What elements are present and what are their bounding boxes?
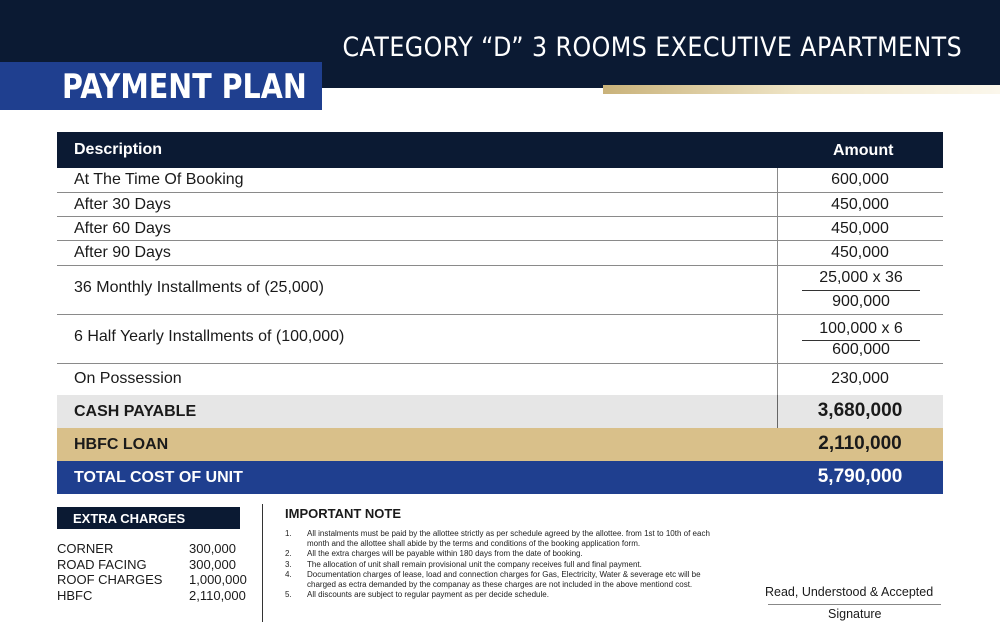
row-description: After 90 Days (74, 244, 171, 261)
fraction-line (802, 290, 920, 291)
row-description: On Possession (74, 370, 182, 387)
extra-charges-header (57, 507, 240, 529)
row-description: After 60 Days (74, 220, 171, 237)
installment-calculation: 100,000 x 6 (819, 320, 903, 337)
row-description: After 30 Days (74, 196, 171, 213)
note-item (285, 560, 715, 570)
table-row (57, 217, 943, 241)
table-row (57, 266, 943, 315)
row-amount: 600,000 (831, 171, 889, 188)
note-item (285, 549, 715, 559)
hbfc-loan-amount: 2,110,000 (818, 433, 902, 454)
note-item (285, 590, 715, 600)
extra-charge-label: ROAD FACING (57, 557, 147, 572)
column-divider (777, 266, 778, 314)
note-number: 1. (285, 529, 292, 538)
note-number: 5. (285, 590, 292, 600)
important-notes-list (285, 529, 715, 600)
acceptance-text: Read, Understood & Accepted (765, 585, 934, 599)
table-row (57, 168, 943, 193)
note-text: All discounts are subject to regular payment as per decide schedule. (307, 590, 549, 600)
payment-plan-title: PAYMENT PLAN (62, 67, 307, 107)
row-description: At The Time Of Booking (74, 171, 244, 188)
installment-calculation: 25,000 x 36 (819, 269, 903, 286)
note-text: Documentation charges of lease, load and connection charges for Gas, Electricity, Water & severage etc will be charged as ectra demanded by the companay as these charges are not included in the above mentiond cost. (307, 569, 701, 590)
note-text: All instalments must be paid by the allottee strictly as per schedule agreed by the allottee. from 1st to 10th of each month and the allottee shall abide by the terms and conditions of the booking application form. (307, 529, 710, 549)
row-amount: 230,000 (831, 370, 889, 387)
gold-accent-line (603, 85, 1000, 94)
row-amount: 450,000 (831, 196, 889, 213)
total-cost-row (57, 461, 943, 494)
extra-charge-value: 300,000 (189, 541, 236, 556)
note-item (285, 570, 715, 590)
note-item (285, 529, 715, 549)
category-title: CATEGORY “D” 3 ROOMS EXECUTIVE APARTMENTS (342, 32, 962, 63)
section-divider (262, 504, 263, 622)
signature-line (768, 604, 941, 605)
row-description: 36 Monthly Installments of (25,000) (74, 279, 324, 296)
table-header (57, 132, 943, 168)
row-amount: 900,000 (832, 293, 890, 310)
payment-table (57, 132, 943, 494)
extra-charge-value: 300,000 (189, 557, 236, 572)
extra-charges-title: EXTRA CHARGES (73, 511, 186, 526)
table-row (57, 241, 943, 266)
column-header-amount: Amount (833, 142, 894, 159)
note-text: The allocation of unit shall remain provisional unit the company receives full and final payment. (307, 559, 642, 569)
row-description: 6 Half Yearly Installments of (100,000) (74, 328, 345, 345)
note-number: 3. (285, 559, 292, 569)
extra-charge-label: CORNER (57, 541, 114, 556)
extra-charge-value: 1,000,000 (189, 572, 247, 587)
total-cost-amount: 5,790,000 (817, 466, 903, 487)
row-amount: 450,000 (831, 244, 889, 261)
extra-charge-label: HBFC (57, 588, 93, 603)
table-row (57, 193, 943, 217)
important-note-title: IMPORTANT NOTE (285, 506, 402, 521)
row-amount: 600,000 (832, 341, 890, 358)
note-number: 2. (285, 549, 292, 559)
column-header-description: Description (74, 141, 163, 158)
total-cost-label: TOTAL COST OF UNIT (74, 469, 243, 486)
column-divider (777, 315, 778, 363)
cash-payable-row (57, 395, 943, 428)
cash-payable-label: CASH PAYABLE (74, 403, 197, 420)
extra-charge-label: ROOF CHARGES (57, 572, 163, 587)
row-amount: 450,000 (831, 220, 889, 237)
table-row (57, 315, 943, 364)
note-text: All the extra charges will be payable within 180 days from the date of booking. (307, 549, 583, 559)
hbfc-loan-label: HBFC LOAN (74, 436, 169, 453)
table-row (57, 364, 943, 395)
extra-charge-value: 2,110,000 (189, 588, 246, 603)
signature-label: Signature (828, 607, 882, 621)
note-number: 4. (285, 569, 292, 579)
cash-payable-amount: 3,680,000 (817, 400, 903, 421)
hbfc-loan-row (57, 428, 943, 461)
